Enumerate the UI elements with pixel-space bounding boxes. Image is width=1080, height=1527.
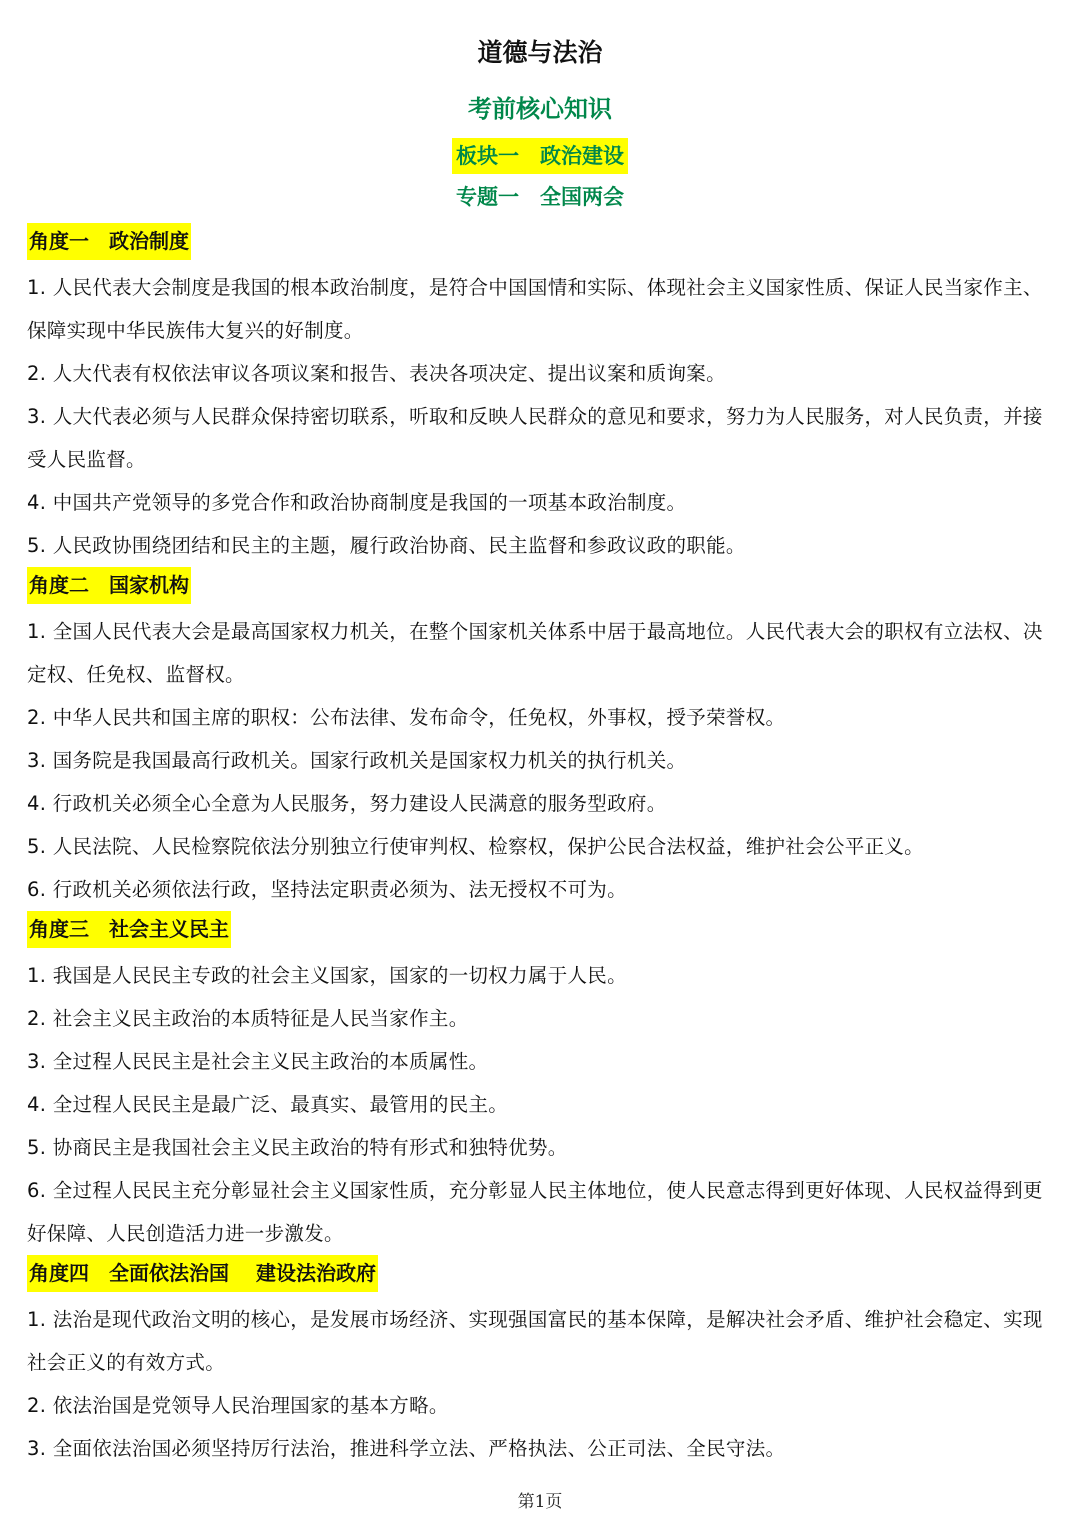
list-item: 1. 法治是现代政治文明的核心，是发展市场经济、实现强国富民的基本保障，是解决社会矛盾、维护社会稳定、实现社会正义的有效方式。: [27, 1308, 1043, 1374]
angle-heading: 角度三 社会主义民主: [27, 911, 231, 948]
list-item: 3. 全过程人民民主是社会主义民主政治的本质属性。: [27, 1050, 489, 1073]
angle-heading-row: [27, 223, 1053, 262]
list-item: 4. 中国共产党领导的多党合作和政治协商制度是我国的一项基本政治制度。: [27, 491, 687, 514]
sections-container: [27, 223, 1053, 1470]
list-item: 6. 行政机关必须依法行政，坚持法定职责必须为、法无授权不可为。: [27, 878, 627, 901]
page-number: 第1页: [517, 1492, 563, 1512]
angle-heading: 角度一 政治制度: [27, 223, 191, 260]
list-item: 2. 中华人民共和国主席的职权：公布法律、发布命令，任免权，外事权，授予荣誉权。: [27, 706, 786, 729]
list-item: 6. 全过程人民民主充分彰显社会主义国家性质，充分彰显人民主体地位，使人民意志得到更好体现、人民权益得到更好保障、人民创造活力进一步激发。: [27, 1179, 1043, 1245]
list-item: 1. 人民代表大会制度是我国的根本政治制度，是符合中国国情和实际、体现社会主义国家性质、保证人民当家作主、保障实现中华民族伟大复兴的好制度。: [27, 276, 1043, 342]
document-subtitle: 考前核心知识: [468, 95, 612, 123]
list-item: 2. 社会主义民主政治的本质特征是人民当家作主。: [27, 1007, 469, 1030]
list-item: 1. 全国人民代表大会是最高国家权力机关，在整个国家机关体系中居于最高地位。人民代表大会的职权有立法权、决定权、任免权、监督权。: [27, 620, 1043, 686]
angle-heading: 角度二 国家机构: [27, 567, 191, 604]
angle-heading: 角度四 全面依法治国 建设法治政府: [27, 1255, 378, 1292]
list-item: 2. 人大代表有权依法审议各项议案和报告、表决各项决定、提出议案和质询案。: [27, 362, 726, 385]
topic-label: 专题一 全国两会: [456, 185, 624, 209]
list-item: 1. 我国是人民民主专政的社会主义国家，国家的一切权力属于人民。: [27, 964, 627, 987]
list-item: 4. 行政机关必须全心全意为人民服务，努力建设人民满意的服务型政府。: [27, 792, 667, 815]
section-row: [27, 138, 1053, 176]
list-item: 5. 人民政协围绕团结和民主的主题，履行政治协商、民主监督和参政议政的职能。: [27, 534, 746, 557]
angle-heading-row: [27, 567, 1053, 606]
section-label: 板块一 政治建设: [452, 138, 628, 174]
angle-heading-row: [27, 911, 1053, 950]
list-item: 5. 人民法院、人民检察院依法分别独立行使审判权、检察权，保护公民合法权益，维护社会公平正义。: [27, 835, 924, 858]
document-title: 道德与法治: [477, 38, 603, 67]
list-item: 5. 协商民主是我国社会主义民主政治的特有形式和独特优势。: [27, 1136, 568, 1159]
list-item: 3. 国务院是我国最高行政机关。国家行政机关是国家权力机关的执行机关。: [27, 749, 687, 772]
list-item: 3. 全面依法治国必须坚持厉行法治，推进科学立法、严格执法、公正司法、全民守法。: [27, 1437, 786, 1460]
list-item: 4. 全过程人民民主是最广泛、最真实、最管用的民主。: [27, 1093, 509, 1116]
list-item: 2. 依法治国是党领导人民治理国家的基本方略。: [27, 1394, 449, 1417]
list-item: 3. 人大代表必须与人民群众保持密切联系，听取和反映人民群众的意见和要求，努力为人民服务，对人民负责，并接受人民监督。: [27, 405, 1043, 471]
angle-heading-row: [27, 1255, 1053, 1294]
